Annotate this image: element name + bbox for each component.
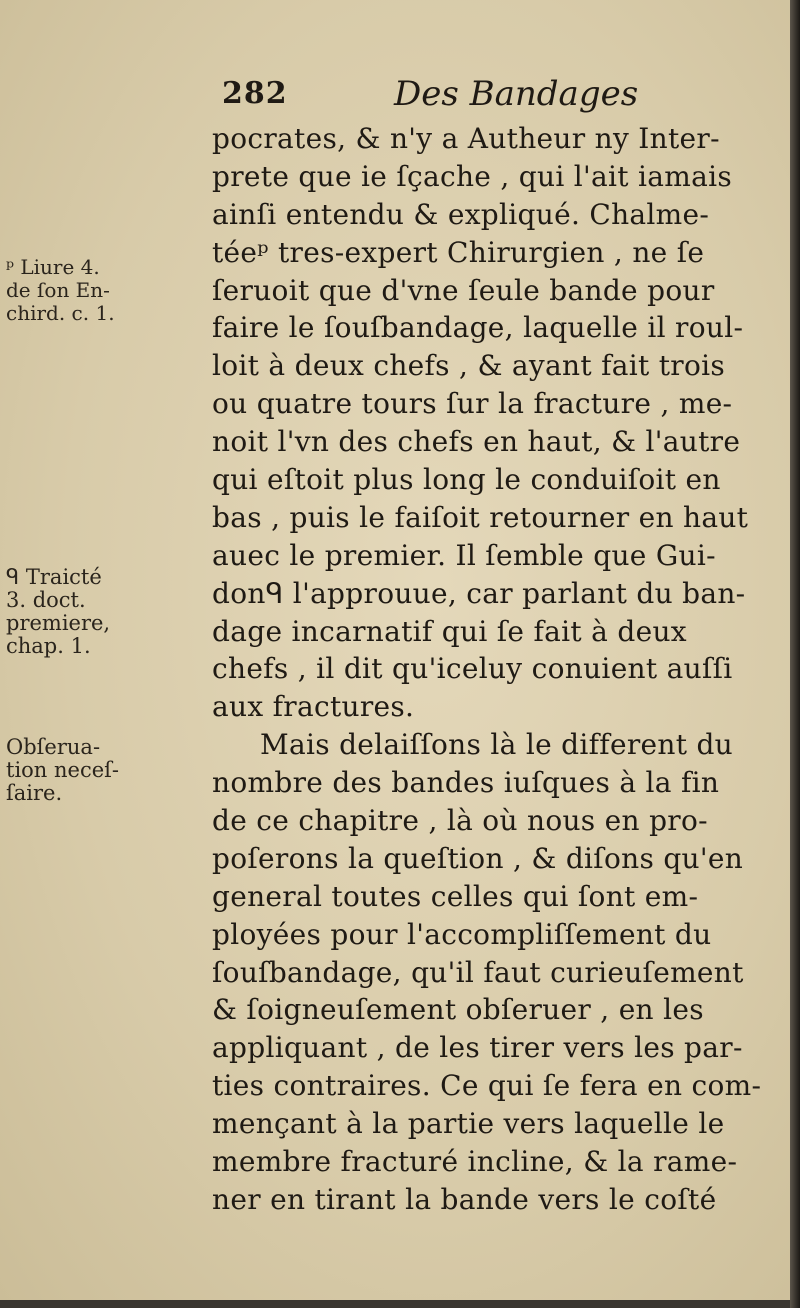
margin-note-line: ſaire. — [6, 781, 63, 805]
text-line: ainſi entendu & expliqué. Chalme- — [212, 197, 710, 231]
text-line: ployées pour l'accompliſſement du — [212, 917, 712, 951]
text-line: loit à deux chefs , & ayant fait trois — [212, 349, 726, 383]
text-line: téeᵖ tres-expert Chirurgien , ne ſe — [212, 235, 705, 269]
margin-note-line: de ſon En- — [6, 278, 110, 302]
text-line: membre fracturé incline, & la rame- — [212, 1145, 738, 1179]
text-line: poſerons la queſtion , & diſons qu'en — [212, 841, 744, 875]
text-line: ſouſbandage, qu'il faut curieuſement — [212, 955, 744, 989]
margin-note-livre — [6, 256, 115, 325]
text-line: bas , puis le faiſoit retourner en haut — [212, 500, 749, 534]
margin-note-traicte — [6, 566, 110, 658]
text-line: noit l'vn des chefs en haut, & l'autre — [212, 425, 741, 459]
margin-note-line: chap. 1. — [6, 634, 91, 658]
margin-note-line: tion neceſ- — [6, 758, 120, 782]
text-line: dage incarnatif qui ſe fait à deux — [212, 614, 687, 648]
text-line: pocrates, & n'y a Autheur ny Inter- — [212, 122, 720, 155]
text-line: chefs , il dit qu'iceluy conuient auſſi — [212, 652, 733, 686]
margin-note-line: chird. c. 1. — [6, 301, 115, 325]
text-line: appliquant , de les tirer vers les par- — [212, 1031, 743, 1065]
margin-note-line: ᑫ Traicté — [6, 565, 102, 589]
margin-note-line: premiere, — [6, 611, 111, 635]
running-title: Des Bandages — [394, 74, 639, 114]
text-line: nombre des bandes iuſques à la fin — [212, 766, 720, 800]
margin-note-line: Obſerua- — [6, 735, 101, 759]
body-text — [212, 120, 772, 1219]
text-line: Mais delaiſſons là le different du — [260, 728, 734, 762]
page-edge-shadow — [790, 0, 800, 1308]
page-header — [222, 76, 682, 120]
text-line: mençant à la partie vers laquelle le — [212, 1107, 725, 1141]
margin-note-line: 3. doct. — [6, 588, 86, 612]
text-line: auec le premier. Il ſemble que Gui- — [212, 538, 716, 572]
margin-note-observation — [6, 736, 119, 805]
page-number: 282 — [222, 76, 288, 111]
text-line: faire le ſouſbandage, laquelle il roul- — [212, 311, 744, 345]
text-line: ner en tirant la bande vers le coſté — [212, 1182, 717, 1216]
text-line: de ce chapitre , là où nous en pro- — [212, 804, 708, 838]
text-line: general toutes celles qui ſont em- — [212, 879, 699, 913]
text-line: ties contraires. Ce qui ſe fera en com- — [212, 1069, 762, 1103]
text-line: qui eſtoit plus long le conduiſoit en — [212, 463, 721, 497]
text-line: ſeruoit que d'vne ſeule bande pour — [212, 273, 715, 307]
text-line: prete que ie ſçache , qui l'ait iamais — [212, 159, 733, 193]
margin-note-line: ᵖ Liure 4. — [6, 255, 100, 279]
text-line: aux fractures. — [212, 690, 415, 724]
text-line: ou quatre tours ſur la fracture , me- — [212, 387, 733, 421]
text-line: & ſoigneuſement obſeruer , en les — [212, 993, 704, 1027]
text-line: donᑫ l'approuue, car parlant du ban- — [212, 576, 746, 610]
